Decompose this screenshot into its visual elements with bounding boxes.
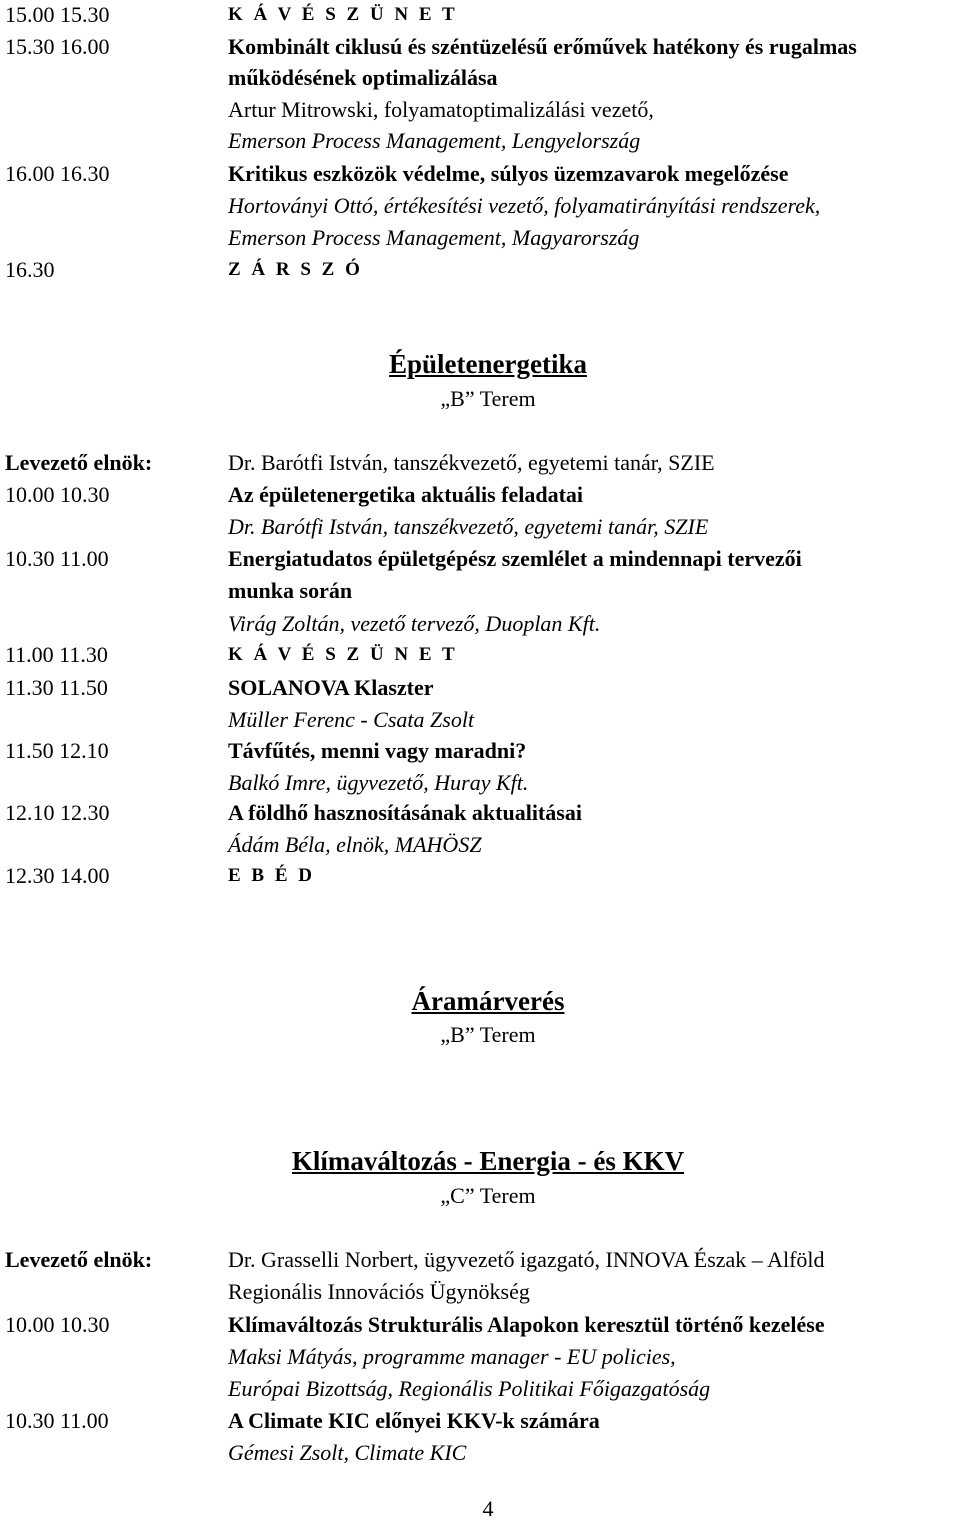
chair-label: Levezető elnök: <box>5 450 153 475</box>
talk-title: SOLANOVA Klaszter <box>228 675 434 700</box>
talk-title: Távfűtés, menni vagy maradni? <box>228 738 527 763</box>
talk-title: A Climate KIC előnyei KKV-k számára <box>228 1408 600 1433</box>
speaker: Emerson Process Management, Magyarország <box>228 225 640 250</box>
talk-title: munka során <box>228 578 353 603</box>
talk-title: Kritikus eszközök védelme, súlyos üzemzavarok megelőzése <box>228 161 789 186</box>
talk-title: Kombinált ciklusú és széntüzelésű erőművek hatékony és rugalmas <box>228 34 857 59</box>
closing-title: Z Á R S Z Ó <box>228 259 363 280</box>
section-heading-text: Klímaváltozás - Energia - és KKV <box>291 1146 685 1176</box>
speaker: Virág Zoltán, vezető tervező, Duoplan Kft. <box>228 611 601 636</box>
section-heading <box>0 348 960 382</box>
speaker: Müller Ferenc - Csata Zsolt <box>228 707 475 732</box>
speaker: Gémesi Zsolt, Climate KIC <box>228 1440 467 1465</box>
time: 12.30 14.00 <box>5 863 110 888</box>
time: 11.30 11.50 <box>5 675 108 700</box>
time: 16.00 16.30 <box>5 161 110 186</box>
section-heading-text: Épületenergetika <box>389 349 587 379</box>
room-label: „C” Terem <box>440 1183 536 1208</box>
section-heading <box>0 1145 960 1179</box>
section-heading-text: Áramárverés <box>411 986 565 1016</box>
break-title: K Á V É S Z Ü N E T <box>228 4 458 25</box>
chair-label: Levezető elnök: <box>5 1247 153 1272</box>
section-heading <box>0 985 960 1019</box>
talk-title: Klímaváltozás Strukturális Alapokon keresztül történő kezelése <box>228 1312 825 1337</box>
time: 10.30 11.00 <box>5 546 109 571</box>
chair-name: Regionális Innovációs Ügynökség <box>228 1279 530 1304</box>
time: 10.00 10.30 <box>5 1312 110 1337</box>
talk-title: Energiatudatos épületgépész szemlélet a mindennapi tervezői <box>228 546 802 571</box>
talk-title: működésének optimalizálása <box>228 65 498 90</box>
talk-title: Az épületenergetika aktuális feladatai <box>228 482 584 507</box>
speaker: Emerson Process Management, Lengyelország <box>228 128 641 153</box>
break-title: K Á V É S Z Ü N E T <box>228 644 458 665</box>
talk-title: A földhő hasznosításának aktualitásai <box>228 800 582 825</box>
time: 10.30 11.00 <box>5 1408 109 1433</box>
speaker: Hortoványi Ottó, értékesítési vezető, folyamatirányítási rendszerek, <box>228 193 821 218</box>
page-number: 4 <box>482 1496 494 1521</box>
room-label: „B” Terem <box>440 386 536 411</box>
speaker: Ádám Béla, elnök, MAHÖSZ <box>228 832 482 857</box>
room-label: „B” Terem <box>440 1022 536 1047</box>
time: 16.30 <box>5 257 55 282</box>
speaker: Balkó Imre, ügyvezető, Huray Kft. <box>228 770 529 795</box>
lunch-title: E B É D <box>228 865 315 886</box>
time: 12.10 12.30 <box>5 800 110 825</box>
time: 15.00 15.30 <box>5 2 110 27</box>
speaker: Maksi Mátyás, programme manager - EU policies, <box>228 1344 676 1369</box>
speaker: Dr. Barótfi István, tanszékvezető, egyetemi tanár, SZIE <box>228 514 709 539</box>
time: 10.00 10.30 <box>5 482 110 507</box>
time: 15.30 16.00 <box>5 34 110 59</box>
time: 11.00 11.30 <box>5 642 108 667</box>
speaker: Európai Bizottság, Regionális Politikai Főigazgatóság <box>228 1376 711 1401</box>
speaker: Artur Mitrowski, folyamatoptimalizálási vezető, <box>228 97 654 122</box>
chair-name: Dr. Grasselli Norbert, ügyvezető igazgató, INNOVA Észak – Alföld <box>228 1247 825 1272</box>
time: 11.50 12.10 <box>5 738 109 763</box>
chair-name: Dr. Barótfi István, tanszékvezető, egyetemi tanár, SZIE <box>228 450 715 475</box>
